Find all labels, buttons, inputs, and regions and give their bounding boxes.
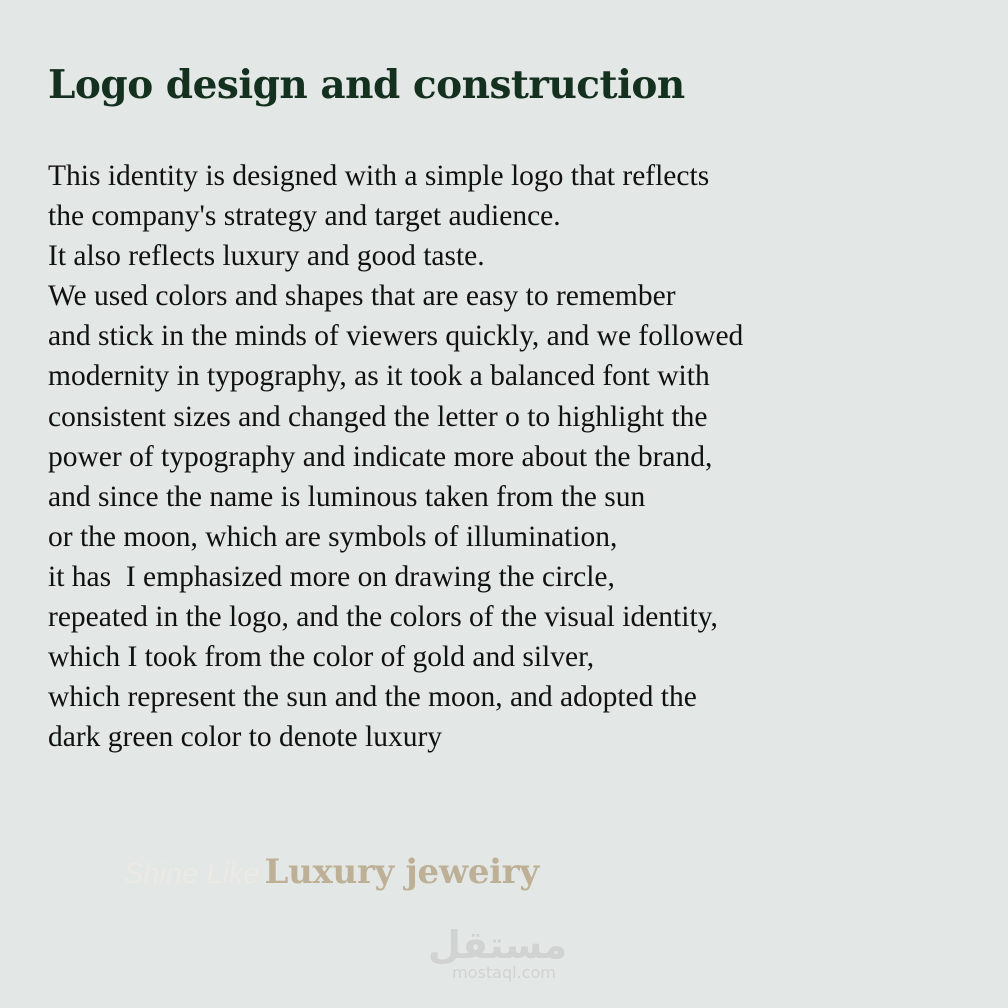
brand-tagline — [124, 852, 539, 892]
mostaql-watermark-logo — [428, 923, 567, 982]
tagline-prefix: Shine Like — [124, 858, 260, 890]
body-line: It also reflects luxury and good taste. — [48, 240, 485, 273]
body-line: consistent sizes and changed the letter o to highlight the — [48, 400, 708, 433]
body-line: which represent the sun and the moon, and adopted the — [48, 681, 697, 714]
page-title: Logo design and construction — [48, 62, 685, 108]
body-line: This identity is designed with a simple logo that reflects — [48, 160, 710, 192]
body-line: power of typography and indicate more about the brand, — [48, 440, 713, 473]
body-line: dark green color to denote luxury — [48, 721, 443, 754]
body-line: and stick in the minds of viewers quickly, and we followed — [48, 320, 744, 353]
body-line: which I took from the color of gold and silver, — [48, 641, 595, 674]
body-line: modernity in typography, as it took a balanced font with — [48, 360, 710, 393]
body-line: and since the name is luminous taken from the sun — [48, 480, 646, 513]
watermark-arabic-text: مستقل — [428, 923, 567, 967]
body-line: repeated in the logo, and the colors of the visual identity, — [48, 601, 718, 634]
body-line: or the moon, which are symbols of illumination, — [48, 520, 618, 553]
body-paragraph — [48, 156, 968, 757]
watermark-latin-text: mostaql.com — [452, 963, 556, 982]
body-line: We used colors and shapes that are easy to remember — [48, 280, 676, 313]
body-line: it has I emphasized more on drawing the circle, — [48, 560, 615, 593]
body-line: the company's strategy and target audience. — [48, 200, 561, 233]
tagline-brand-name: Luxury jeweiry — [264, 852, 539, 892]
